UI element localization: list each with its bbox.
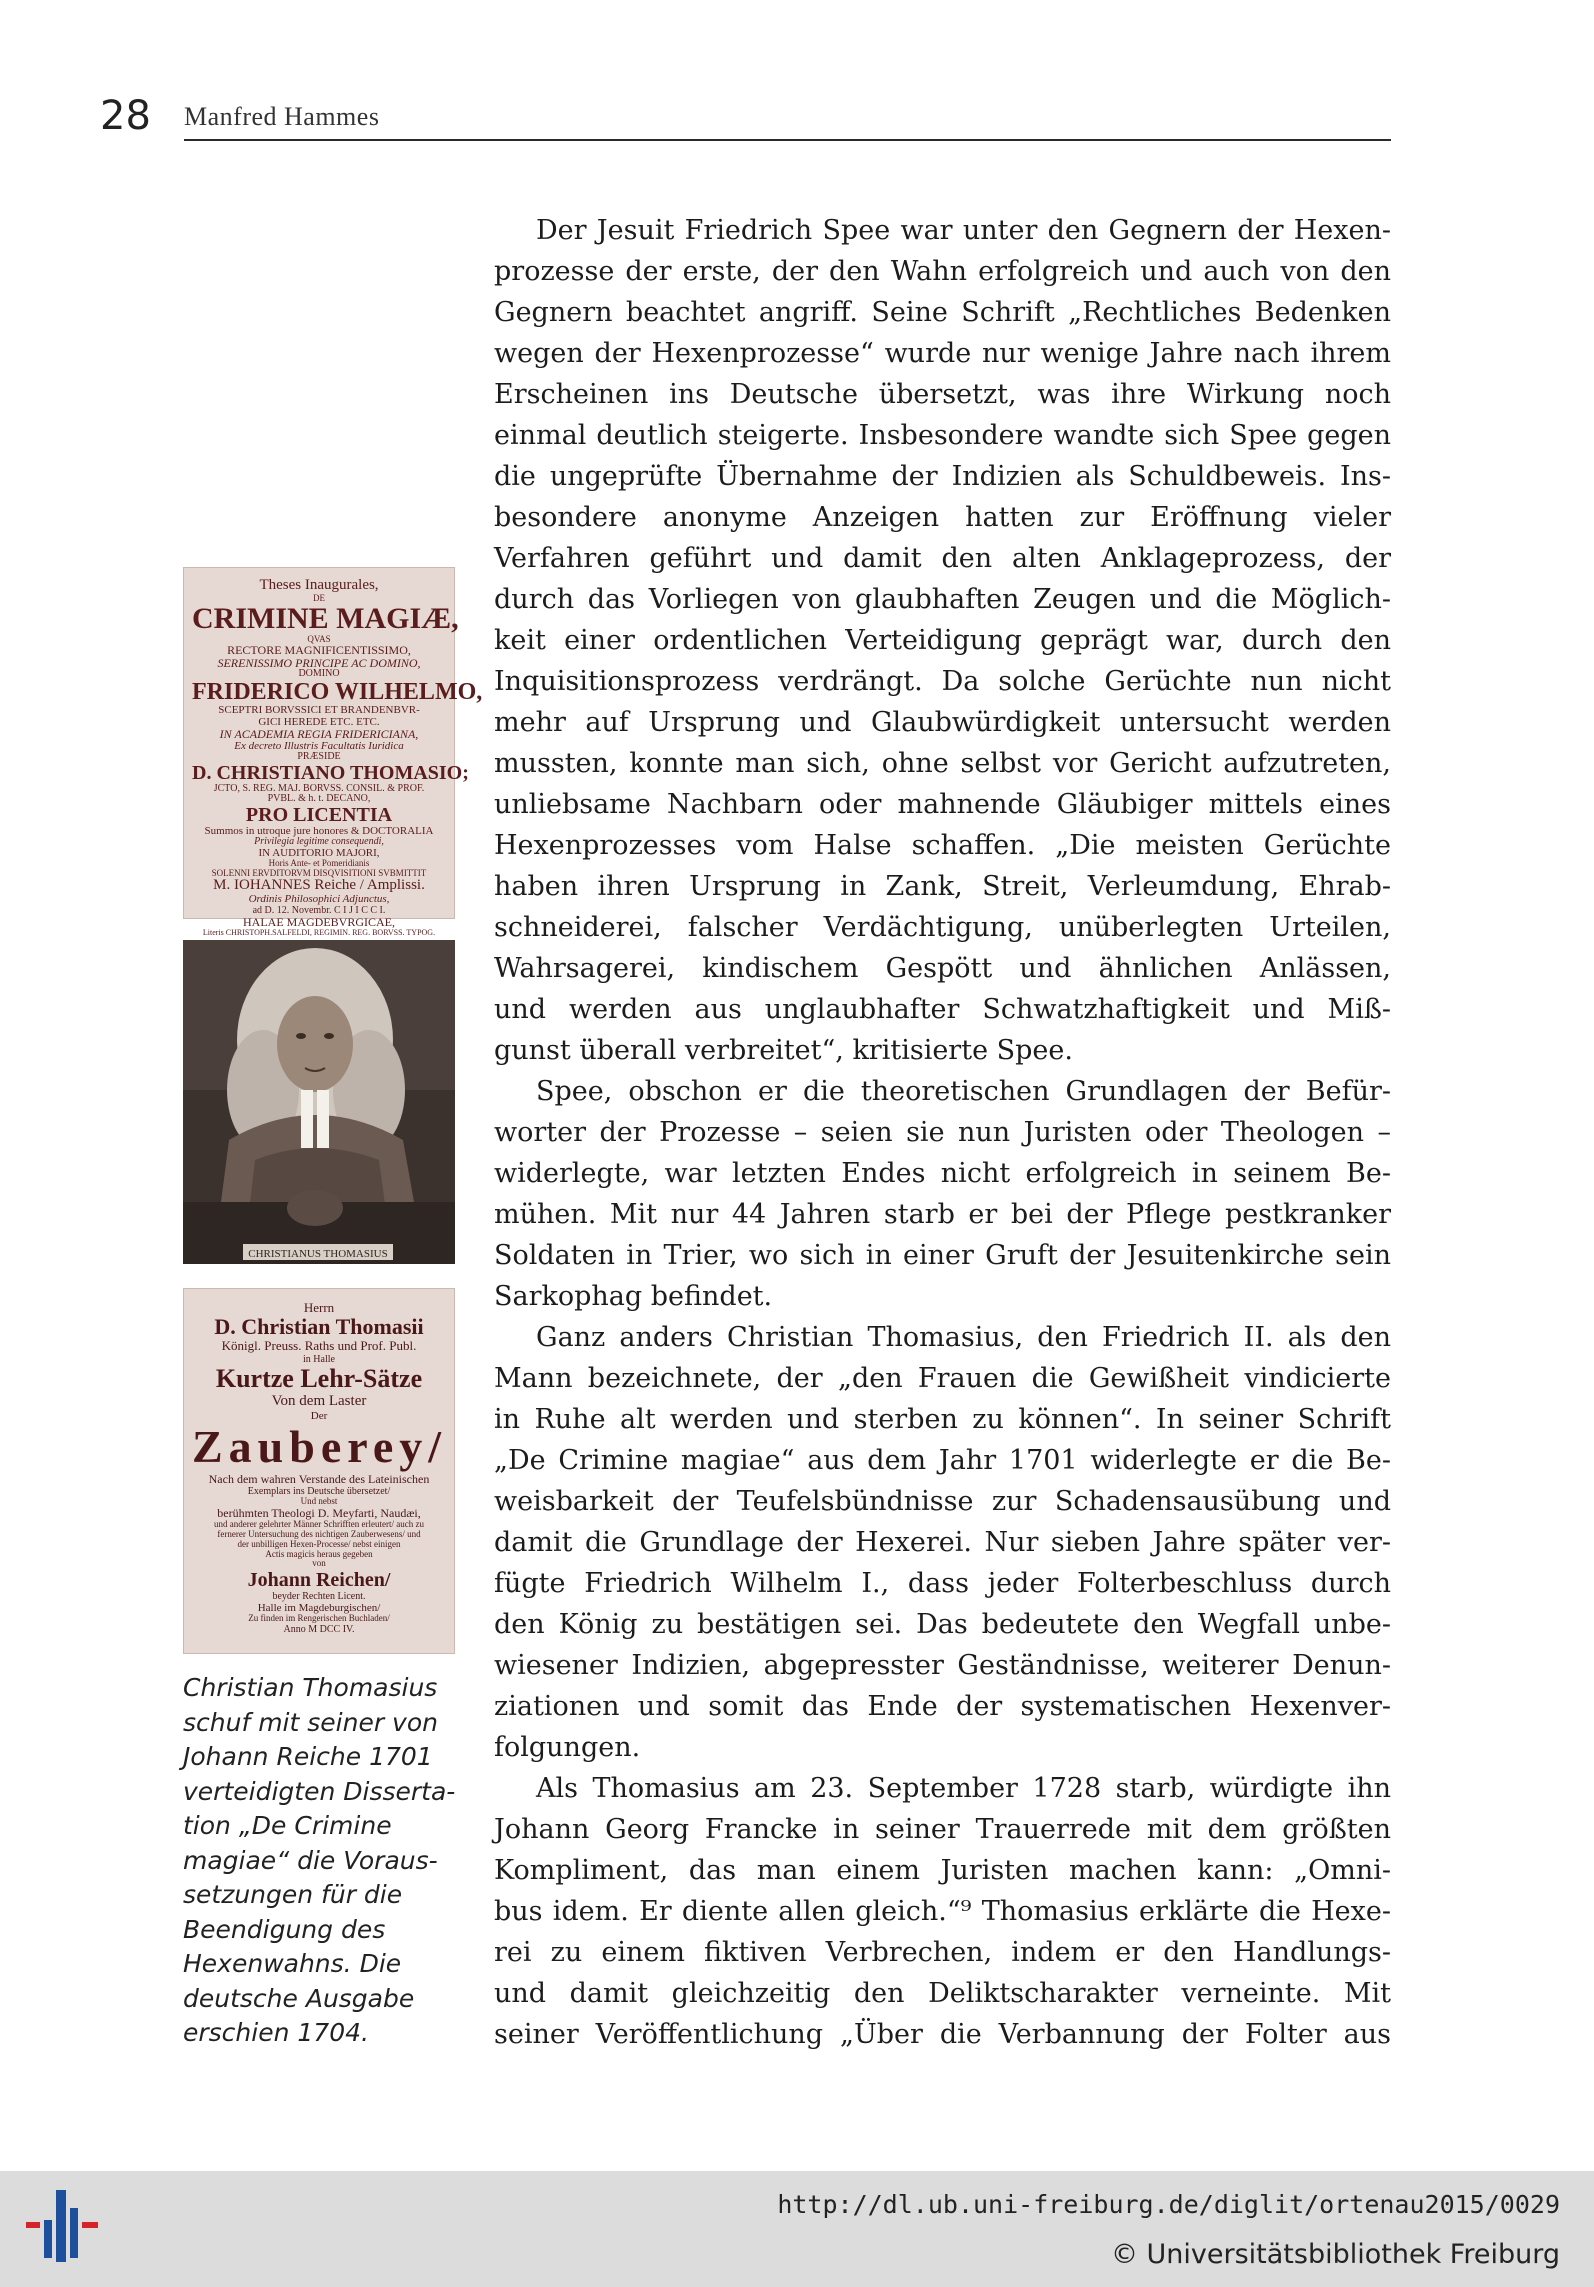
title-page-line: ad D. 12. Novembr. C I J I C C I. [252,904,386,916]
running-head-author: Manfred Hammes [184,102,380,131]
portrait-engraving [183,940,455,1264]
german-title-line: Nach dem wahren Verstande des Lateinischen [208,1471,430,1486]
body-line: prozesse der erste, der den Wahn erfolgreich und auch von den [494,256,1391,287]
body-line: Soldaten in Trier, wo sich in einer Gruft der Jesuitenkirche sein [494,1240,1391,1271]
title-page-line: SCEPTRI BORVSSICI ET BRANDENBVR- [218,704,420,716]
title-page-line: FRIDERICO WILHELMO, [192,678,483,705]
body-line: mühen. Mit nur 44 Jahren starb er bei der Pflege pestkranker [494,1199,1391,1230]
body-line: mussten, konnte man sich, ohne selbst vor Gericht aufzutreten, [494,748,1391,779]
body-line: Hexenprozesses vom Halse schaffen. „Die meisten Gerüchte [494,830,1391,861]
title-page-image [183,567,483,937]
caption-line: Beendigung des [183,1914,386,1944]
body-line: Johann Georg Francke in seiner Trauerrede mit dem größten [494,1814,1391,1845]
german-title-line: Herrn [303,1300,335,1315]
caption-line: erschien 1704. [183,2018,369,2047]
body-line: wegen der Hexenprozesse“ wurde nur wenige Jahre nach ihrem [494,338,1391,369]
title-page-line: RECTORE MAGNIFICENTISSIMO, [227,643,411,658]
body-line: Kompliment, das man einem Juristen machen kann: „Omni- [494,1855,1391,1886]
german-title-line: Königl. Preuss. Raths und Prof. Publ. [221,1338,417,1354]
body-line: fügte Friedrich Wilhelm I., dass jeder Folterbeschluss durch [494,1568,1391,1599]
german-title-line: fernerer Untersuchung des nichtigen Zauberwesens/ und [217,1528,421,1539]
title-page-line: D. CHRISTIANO THOMASIO; [192,761,469,784]
body-line: weisbarkeit der Teufelsbündnisse zur Schadensausübung und [494,1486,1391,1517]
body-line: Der Jesuit Friedrich Spee war unter den Gegnern der Hexen- [536,215,1391,246]
title-page-line: QVAS [307,633,331,644]
body-line: rei zu einem fiktiven Verbrechen, indem er den Handlungs- [494,1937,1391,1968]
caption-line: magiae“ die Voraus- [183,1845,438,1875]
title-page-line: JCTO, S. REG. MAJ. BORVSS. CONSIL. & PROF. [213,782,425,794]
body-line: einmal deutlich steigerte. Insbesondere wandte sich Spee gegen [494,420,1391,451]
title-page-line: SOLENNI ERVDITORVM DISQVISITIONI SVBMITTIT [211,867,427,878]
body-line: ziationen und somit das Ende der systematischen Hexenver- [494,1691,1391,1722]
german-title-line: der unbilligen Hexen-Processe/ nebst einigen [237,1538,401,1549]
body-line: und werden aus unglaubhafter Schwatzhaftigkeit und Miß- [494,994,1391,1025]
german-title-line: in Halle [303,1353,335,1365]
body-line: worter der Prozesse – seien sie nun Juristen oder Theologen – [494,1117,1391,1148]
title-page-line: IN ACADEMIA REGIA FRIDERICIANA, [219,727,419,742]
title-page-line: Privilegia legitime consequendi, [254,836,384,848]
page-number: 28 [100,93,151,139]
german-title-line: Halle im Magdeburgischen/ [257,1602,381,1615]
title-page-line: Ordinis Philosophici Adjunctus, [248,892,390,905]
german-title-line: Zu finden im Rengerischen Buchladen/ [248,1613,390,1624]
body-line: seiner Veröffentlichung „Über die Verbannung der Folter aus [494,2019,1391,2050]
german-title-line: Der [310,1409,328,1422]
german-title-line: von [312,1558,326,1569]
german-edition-image [183,1288,455,1654]
title-page-line: PVBL. & h. t. DECANO, [267,793,371,805]
body-line: Mann bezeichnete, der „den Frauen die Gewißheit vindicierte [494,1363,1391,1394]
german-title-line: D. Christian Thomasii [214,1314,424,1340]
body-line: Als Thomasius am 23. September 1728 starb, würdigte ihn [536,1773,1391,1804]
german-title-line: Zauberey/ [192,1420,448,1472]
body-line: mehr auf Ursprung und Glaubwürdigkeit untersucht werden [494,707,1391,738]
title-page-line: Theses Inaugurales, [259,577,379,593]
body-line: gunst überall verbreitet“, kritisierte Spee. [494,1035,1073,1066]
body-line: bus idem. Er diente allen gleich.“⁹ Thomasius erklärte die Hexe- [494,1896,1391,1927]
title-page-line: DOMINO [298,668,340,680]
body-line: unliebsame Nachbarn oder mahnende Gläubiger mittels eines [494,789,1391,820]
german-title-line: Und nebst [300,1495,338,1506]
german-title-line: Anno M DCC IV. [283,1624,355,1636]
title-page-line: PRÆSIDE [297,751,341,763]
body-line: besondere anonyme Anzeigen hatten zur Eröffnung vieler [494,502,1391,533]
body-line: Sarkophag befindet. [494,1281,773,1312]
title-page-line: GICI HEREDE ETC. ETC. [258,715,380,728]
caption-line: deutsche Ausgabe [183,1983,415,2013]
body-line: Ganz anders Christian Thomasius, den Friedrich II. als den [536,1322,1391,1353]
caption-line: schuf mit seiner von [183,1707,438,1737]
title-page-line: M. IOHANNES Reiche / Amplissi. [213,877,425,894]
body-line: folgungen. [494,1732,641,1763]
title-page-line: IN AUDITORIO MAJORI, [258,846,380,859]
title-page-line: SERENISSIMO PRINCIPE AC DOMINO, [217,655,421,670]
body-line: Inquisitionsprozess verdrängt. Da solche Gerüchte nun nicht [494,666,1391,697]
caption-line: tion „De Crimine [183,1811,392,1840]
caption-line: Johann Reiche 1701 [183,1742,433,1771]
body-line: Erscheinen ins Deutsche übersetzt, was ihre Wirkung noch [494,379,1391,410]
ub-freiburg-logo-icon [26,2190,98,2262]
body-line: keit einer ordentlichen Verteidigung geprägt war, durch den [494,625,1391,656]
german-title-line: beyder Rechten Licent. [272,1591,366,1603]
title-page-line: Summos in utroque jure honores & DOCTORALIA [204,824,434,837]
portrait-inscription: CHRISTIANUS THOMASIUS [248,1248,388,1260]
body-line: wiesener Indizien, abgepresster Geständnisse, weiterer Denun- [494,1650,1391,1681]
body-line: und damit gleichzeitig den Deliktscharakter verneinte. Mit [494,1978,1391,2009]
german-title-line: berühmten Theologi D. Meyfarti, Naudæi, [217,1505,421,1520]
body-line: Verfahren geführt und damit den alten Anklageprozess, der [494,543,1391,574]
body-line: Gegnern beachtet angriff. Seine Schrift „Rechtliches Bedenken [494,297,1391,328]
body-line: damit die Grundlage der Hexerei. Nur sieben Jahre später ver- [494,1527,1391,1558]
title-page-line: PRO LICENTIA [245,803,393,826]
german-title-line: und anderer gelehrter Männer Schrifften erleutert/ auch zu [214,1518,424,1529]
body-line: „De Crimine magiae“ aus dem Jahr 1701 widerlegte er die Be- [494,1445,1391,1476]
caption-line: verteidigten Disserta- [183,1776,456,1806]
footer-copyright: © Universitätsbibliothek Freiburg [1110,2239,1560,2270]
title-page-line: HALAE MAGDEBVRGICAE, [243,915,395,929]
title-page-line: DE [313,592,325,603]
title-page-line: Ex decreto Illustris Facultatis Iuridica [234,739,404,752]
german-title-line: Actis magicis heraus gegeben [265,1548,373,1559]
caption-line: setzungen für die [183,1880,403,1909]
german-title-line: Kurtze Lehr-Sätze [215,1363,423,1393]
body-line: schneiderei, falscher Verdächtigung, unüberlegten Urteilen, [494,912,1391,943]
german-title-line: Exemplars ins Deutsche übersetzet/ [247,1485,391,1497]
caption-line: Christian Thomasius [183,1673,438,1702]
figure-caption [183,1671,468,2051]
body-line: widerlegte, war letzten Endes nicht erfolgreich in seinem Be- [494,1158,1391,1189]
title-page-line: Literis CHRISTOPH.SALFELDI, REGIMIN. REG. BORVSS. TYPOG. [202,927,436,937]
header-rule [184,139,1391,141]
body-line: haben ihren Ursprung in Zank, Streit, Verleumdung, Ehrab- [494,871,1391,902]
body-line: die ungeprüfte Übernahme der Indizien als Schuldbeweis. Ins- [494,461,1391,492]
title-page-line: Horis Ante- et Pomeridianis [268,858,370,869]
body-line: Wahrsagerei, kindischem Gespött und ähnlichen Anlässen, [494,953,1391,984]
body-line: den König zu bestätigen sei. Das bedeutete den Wegfall unbe- [494,1609,1391,1640]
german-title-line: Von dem Laster [271,1393,367,1410]
body-line: durch das Vorliegen von glaubhaften Zeugen und die Möglich- [494,584,1391,615]
portrait-image [183,940,455,1264]
german-title-line: Johann Reichen/ [247,1569,391,1592]
body-text [494,210,1391,2055]
body-line: in Ruhe alt werden und sterben zu können“. In seiner Schrift [494,1404,1391,1435]
caption-line: Hexenwahns. Die [183,1949,402,1978]
body-line: Spee, obschon er die theoretischen Grundlagen der Befür- [536,1076,1391,1107]
title-page-line: CRIMINE MAGIÆ, [192,602,459,636]
footer-url-link[interactable]: http://dl.ub.uni-freiburg.de/diglit/ortenau2015/0029 [777,2190,1560,2219]
